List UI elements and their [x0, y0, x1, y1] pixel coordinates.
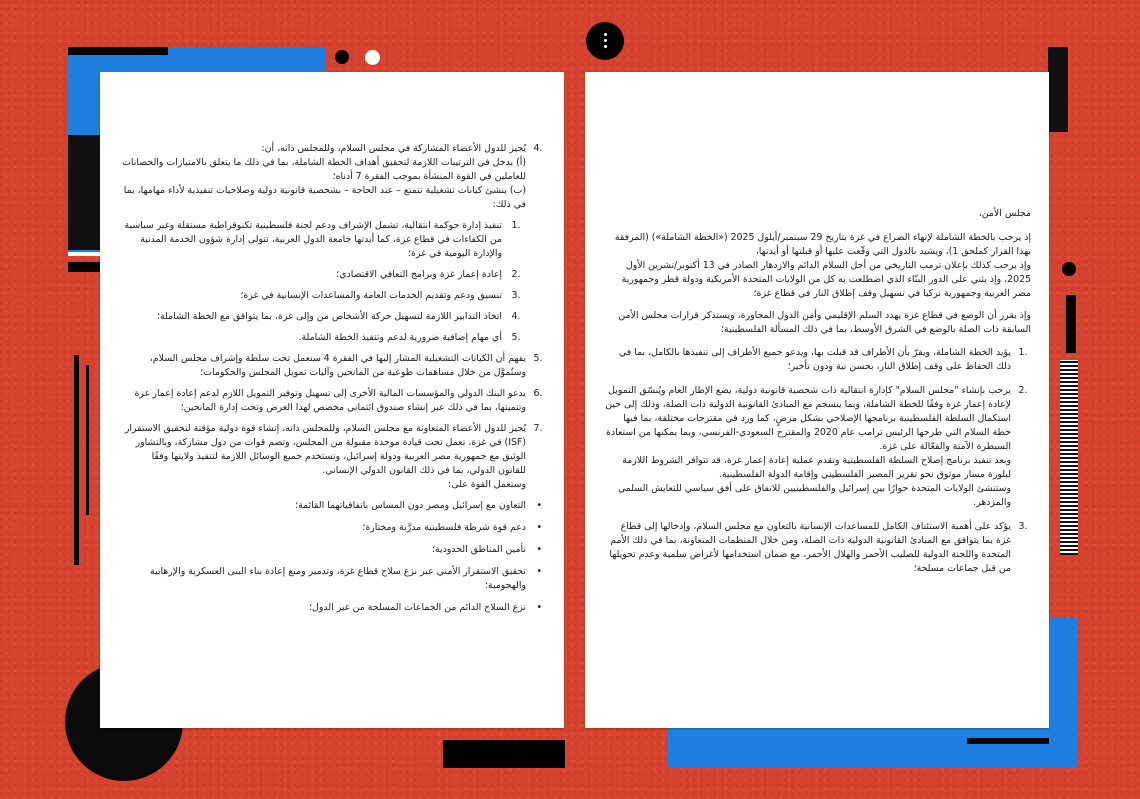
more-options-button[interactable]: [586, 22, 624, 60]
white-line-left: [68, 252, 100, 256]
clause-number: .3: [1018, 521, 1028, 532]
clause-number: .1: [1018, 347, 1028, 358]
bullet-item: [122, 521, 546, 535]
bullet-dot-icon: •: [536, 566, 542, 577]
black-bar-right: [1066, 295, 1076, 353]
bullet-item: [122, 499, 546, 513]
vertical-dots-icon: [604, 33, 607, 36]
page-right-content: [603, 207, 1031, 583]
subclause-5: [122, 331, 546, 345]
black-dot-top: [335, 50, 349, 64]
clause-text: يدعو البنك الدولي والمؤسسات المالية الأخرى إلى تسهيل وتوفير التمويل اللازم لدعم إعادة إعمار غزة وتنميتها، بما في ذلك عبر إنشاء صندوق ائتماني مخصص لهذا الغرض وتحت إدارة المانحين؛: [134, 388, 526, 413]
bullet-dot-icon: •: [536, 522, 542, 533]
subclause-number: .3: [511, 290, 521, 301]
subclause-2: [122, 268, 546, 282]
bullet-item: [122, 565, 546, 593]
clause-2-extra-1: وبعد تنفيذ برنامج إصلاح السلطة الفلسطينية وتقدم عملية إعادة إعمار غزة، قد تتوافر الشروط اللازمة لبلورة مسار موثوق نحو تقرير المصير الفلسطيني وإقامة الدولة الفلسطينية.: [622, 455, 1011, 480]
clause-7-tail: وستعمل القوة على:: [448, 479, 526, 490]
clause-text: يُجيز للدول الأعضاء المشاركة في مجلس السلام، وللمجلس ذاته، أن:: [261, 143, 526, 154]
black-block-top-right: [1048, 47, 1068, 132]
black-line-bottom-right: [967, 738, 1049, 744]
black-block-left: [68, 135, 100, 250]
clause-3: [603, 520, 1031, 576]
clause-5: [122, 352, 546, 380]
document-page-right: [585, 72, 1049, 728]
subclause-3: [122, 289, 546, 303]
clause-2: [603, 384, 1031, 510]
black-dot-right: [1062, 262, 1076, 276]
black-bar-left: [68, 262, 100, 272]
subclause-text: إعادة إعمار غزة وبرامج التعافي الاقتصادي؛: [336, 269, 502, 280]
subclause-number: .2: [511, 269, 521, 280]
clause-text: يؤكد على أهمية الاستئناف الكامل للمساعدات الإنسانية بالتعاون مع مجلس السلام، وإدخالها إلى قطاع غزة بما يتوافق مع المبادئ القانونية الدولية ذات الصلة، ومن خلال المنظمات المتعاونة، بما في ذلك الأمم المتحدة واللجنة الدولية للصليب الأحمر والهلال الأحمر، مع ضمان استخدامها لأغراض سلمية وعدم تحويلها من قبل جماعات مسلحة؛: [609, 521, 1011, 574]
clause-text: يُجيز للدول الأعضاء المتعاونة مع مجلس السلام، وللمجلس ذاته، إنشاء قوة دولية مؤقتة لتحقيق الاستقرار (ISF) في غزة، تعمل تحت قيادة موحدة مقبولة من المجلس، وتضم قوات من دول مشاركة، وبالتشاور الوثيق مع جمهورية مصر العربية ودولة إسرائيل، وتستخدم جميع الوسائل اللازمة لتنفيذ ولايتها وفقًا للقانون الدولي، بما في ذلك القانون الدولي الإنساني.: [124, 423, 526, 476]
black-vertical-left-2: [86, 365, 89, 515]
clause-7: [122, 422, 546, 492]
document-page-left: [100, 72, 564, 728]
clause-number: .4: [533, 143, 543, 154]
bullet-item: [122, 543, 546, 557]
clause-6: [122, 387, 546, 415]
bullet-dot-icon: •: [536, 602, 542, 613]
clause-number: .6: [533, 388, 543, 399]
preamble-paragraph-3: وإذ يقرر أن الوضع في قطاع غزة يهدد السلم الإقليمي وأمن الدول المجاورة، ويستذكر قرارات مجلس الأمن السابقة ذات الصلة بالوضع في الشرق الأوسط، بما في ذلك المسألة الفلسطينية؛: [618, 310, 1031, 335]
subclause-text: تنفيذ إدارة حوكمة انتقالية، تشمل الإشراف ودعم لجنة فلسطينية تكنوقراطية مستقلة وغير سياسية من الكفاءات في قطاع غزة، كما أيدتها جامعة الدول العربية، تتولى إدارة شؤون الخدمة المدنية والإدارة اليومية في غزة؛: [124, 220, 502, 259]
bullet-text: دعم قوة شرطة فلسطينية مدرَّبة ومختارة؛: [362, 522, 526, 533]
subclause-text: أي مهام إضافية ضرورية لدعم وتنفيذ الخطة الشاملة.: [298, 332, 502, 343]
bullet-dot-icon: •: [536, 544, 542, 555]
bullet-text: نزع السلاح الدائم من الجماعات المسلحة من غير الدول؛: [309, 602, 526, 613]
black-block-bottom-middle: [443, 740, 565, 768]
bullet-dot-icon: •: [536, 500, 542, 511]
clause-number: .5: [533, 353, 543, 364]
subclause-number: .4: [511, 311, 521, 322]
clause-text: يفهم أن الكيانات التشغيلية المشار إليها في الفقرة 4 ستعمل تحت سلطة وإشراف مجلس السلام، وستُموَّل من خلال مساهمات طوعية من المانحين وآليات تمويل المجلس والحكومات؛: [149, 353, 526, 378]
preamble-paragraph-2: وإذ يرحب كذلك بإعلان ترمب التاريخي من أجل السلام الدائم والازدهار الصادر في 13 أكتوبر/تشرين الأول 2025، وإذ يثني على الدور البنّاء الذي اضطلعت به كل من الولايات المتحدة الأمريكية ودولة قطر وجمهورية مصر العربية وجمهورية تركيا في تسهيل وقف إطلاق النار في قطاع غزة؛: [621, 260, 1031, 299]
subclause-number: .5: [511, 332, 521, 343]
black-strip-top-left: [68, 47, 168, 55]
clause-text: يؤيد الخطة الشاملة، ويقرّ بأن الأطراف قد قبلت بها، ويدعو جميع الأطراف إلى تنفيذها بالكامل، بما في ذلك الحفاظ على وقف إطلاق النار، بحسن نية ودون تأخير؛: [618, 347, 1011, 372]
bullet-item: [122, 601, 546, 615]
white-dot-top: [365, 50, 380, 65]
vertical-dots-icon-dot3: [604, 45, 607, 48]
clause-4a: (أ) يدخل في الترتيبات اللازمة لتحقيق أهداف الخطة الشاملة، بما في ذلك ما يتعلق بالامتيازات والحصانات للعاملين في القوة المنشأة بموجب الفقرة 7 أدناه؛: [122, 157, 526, 182]
bullet-text: تأمين المناطق الحدودية؛: [431, 544, 526, 555]
subclause-1: [122, 219, 546, 261]
preamble-paragraph-1: إذ يرحب بالخطة الشاملة لإنهاء الصراع في غزة بتاريخ 29 سبتمبر/أيلول 2025 («الخطة الشاملة») (المرفقة بهذا القرار كملحق 1)، ويشيد بالدول التي وقّعت عليها أو قبلتها أو أيدتها،: [614, 232, 1031, 257]
subclause-number: .1: [511, 220, 521, 231]
clause-number: .7: [533, 423, 543, 434]
clause-1: [603, 346, 1031, 374]
clause-number: .2: [1018, 385, 1028, 396]
subclause-text: اتخاذ التدابير اللازمة لتسهيل حركة الأشخاص من وإلى غزة، بما يتوافق مع الخطة الشاملة؛: [157, 311, 502, 322]
page-left-content: [122, 142, 546, 623]
clause-2-extra-2: وستنشئ الولايات المتحدة حوارًا بين إسرائيل والفلسطينيين للاتفاق على أفق سياسي للتعايش السلمي والمزدهر.: [617, 483, 1011, 508]
bullet-text: التعاون مع إسرائيل ومصر دون المساس باتفاقياتهما القائمة؛: [295, 500, 526, 511]
speckled-strip-right: [1060, 360, 1078, 555]
clause-4: [122, 142, 546, 212]
bullet-text: تحقيق الاستقرار الأمني عبر نزع سلاح قطاع غزة، وتدمير ومنع إعادة بناء البنى العسكرية والإرهابية والهجومية؛: [149, 566, 526, 591]
clause-4b: (ب) ينشئ كيانات تشغيلية تتمتع – عند الحاجة – بشخصية قانونية دولية وصلاحيات تنفيذية لأداء مهامها، بما في ذلك:: [123, 185, 526, 210]
black-vertical-left-1: [74, 355, 79, 565]
subclause-text: تنسيق ودعم وتقديم الخدمات العامة والمساعدات الإنسانية في غزة؛: [240, 290, 502, 301]
clause-text: يرحب بإنشاء "مجلس السلام" كإدارة انتقالية ذات شخصية قانونية دولية، يضع الإطار العام ويُنسّق التمويل لإعادة إعمار غزة وفقًا للخطة الشاملة، وبما ينسجم مع المبادئ القانونية الدولية ذات الصلة، وذلك إلى حين استكمال السلطة الفلسطينية برنامجها الإصلاحي بشكل مرضٍ، كما ورد في مقترحات مختلفة، بما فيها خطة السلام التي طرحها الرئيس ترامب عام 2020 والمقترح السعودي-الفرنسي، وبما يمكنها من استعادة السيطرة الآمنة والفعّالة على غزة.: [605, 385, 1011, 452]
vertical-dots-icon-dot2: [604, 39, 607, 42]
document-heading: مجلس الأمن،: [978, 208, 1031, 219]
subclause-4: [122, 310, 546, 324]
